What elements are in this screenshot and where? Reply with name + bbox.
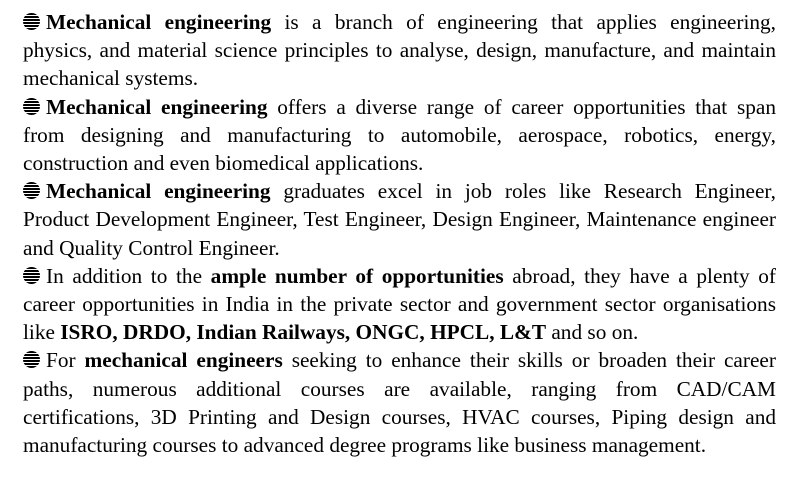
- emphasis-organisations: ISRO, DRDO, Indian Railways, ONGC, HPCL, L&T: [60, 320, 547, 345]
- paragraph-opportunities: [23, 262, 776, 347]
- striped-disc-icon: [23, 13, 40, 30]
- paragraph-job-roles: [23, 177, 776, 262]
- striped-disc-icon: [23, 98, 40, 115]
- term-mechanical-engineering: Mechanical engineering: [46, 10, 272, 34]
- term-mechanical-engineers: mechanical engineers: [84, 348, 283, 373]
- paragraph-text: In addition to the: [46, 263, 211, 288]
- term-mechanical-engineering: Mechanical engineering: [46, 94, 268, 119]
- paragraph-additional-courses: [23, 346, 776, 459]
- striped-disc-icon: [23, 182, 40, 199]
- paragraph-definition: [23, 8, 776, 93]
- paragraph-text: seeking to enhance their skills or broaden their career paths, numerous additional courses are available, ranging from CAD/CAM certifications, 3D Printing and Design courses, HVAC courses, Piping design and manufacturing courses to advanced degree programs like business management.: [23, 348, 776, 458]
- document-body: [23, 8, 776, 459]
- emphasis-opportunities: ample number of opportunities: [210, 263, 504, 288]
- paragraph-text: and so on.: [546, 320, 639, 345]
- term-mechanical-engineering: Mechanical engineering: [46, 179, 271, 204]
- paragraph-career-range: [23, 93, 776, 178]
- paragraph-text: graduates excel in job roles like Research Engineer, Product Development Engineer, Test Engineer, Design Engineer, Maintenance engineer and Quality Control Engineer.: [23, 179, 776, 260]
- striped-disc-icon: [23, 267, 40, 284]
- paragraph-text: is a branch of engineering that applies engineering, physics, and material science principles to analyse, design, manufacture, and maintain mechanical systems.: [23, 10, 776, 91]
- striped-disc-icon: [23, 351, 40, 368]
- paragraph-text: offers a diverse range of career opportunities that span from designing and manufacturing to automobile, aerospace, robotics, energy, construction and even biomedical applications.: [23, 94, 776, 176]
- paragraph-text: abroad, they have a plenty of career opportunities in India in the private sector and government sector organisations like: [23, 263, 776, 345]
- paragraph-text: For: [46, 348, 85, 373]
